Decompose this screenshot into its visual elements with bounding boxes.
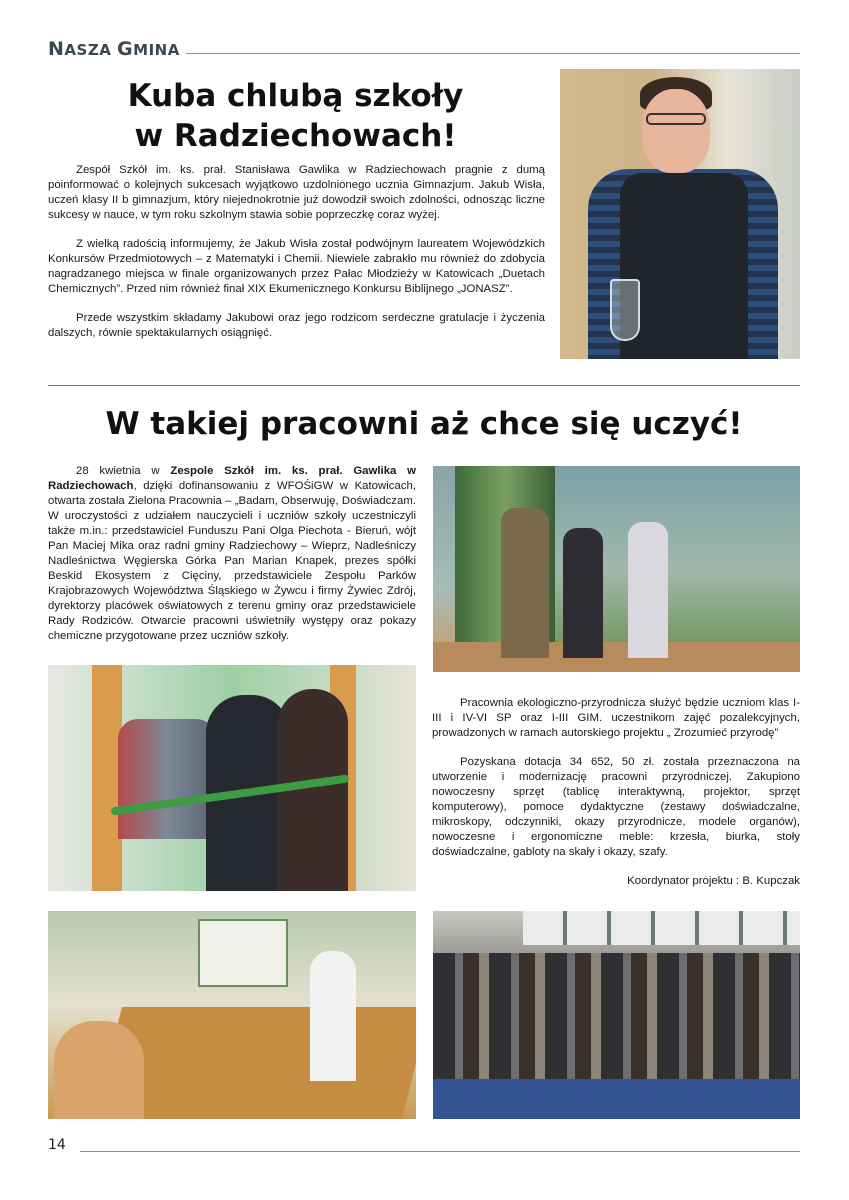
paragraph: Pracownia ekologiczno-przyrodnicza służyć będzie uczniom klas I- III i IV-VI SP oraz I-III GIM. uczestnikom zajęć pozalekcyjnych, prowadzonych w ramach autorskiego projektu „ Zrozumieć przyrodę” [432, 697, 800, 739]
photo-ribbon-cutting [48, 665, 416, 891]
article-2-body-left [48, 464, 416, 658]
article-1-title: Kuba chlubą szkoły w Radziechowach! [127, 78, 464, 154]
section-divider [48, 385, 800, 386]
page-header [48, 38, 800, 62]
paragraph: Zespół Szkół im. ks. prał. Stanisława Gawlika w Radziechowach pragnie z dumą poinformować o kolejnych sukcesach wyjątkowo uzdolnionego ucznia Gimnazjum. Jakub Wisła, uczeń klasy II b gimnazjum, który niejednokrotnie już dowodził swoich zdolności, odnosząc liczne sukcesy w nauce, w tym roku szkolnym stawia sobie poprzeczkę coraz wyżej. [48, 164, 545, 221]
photo-classroom-lab [48, 911, 416, 1119]
footer-rule [80, 1151, 800, 1152]
article-2-title: W takiej pracowni aż chce się uczyć! [105, 406, 743, 442]
signature: Koordynator projektu : B. Kupczak [627, 875, 800, 887]
paragraph: Przede wszystkim składamy Jakubowi oraz jego rodzicom serdeczne gratulacje i życzenia dalszych, równie spektakularnych osiągnięć. [48, 312, 545, 339]
page-number: 14 [48, 1137, 66, 1153]
photo-audience [433, 911, 800, 1119]
header-rule [186, 53, 800, 54]
photo-ceremony-speakers [433, 466, 800, 672]
photo-student-with-flask [560, 69, 800, 359]
article-2-body-right [432, 696, 800, 903]
article-1-body [48, 163, 545, 355]
paragraph: 28 kwietnia w Zespole Szkół im. ks. prał. Gawlika w Radziechowach, dzięki dofinansowaniu z WFOŚiGW w Katowicach, otwarta została Zielona Pracownia – „Badam, Obserwuję, Doświadczam. W uroczystości z udziałem nauczycieli i uczniów szkoły uczestniczyli także m.in.: przedstawiciel Funduszu Pani Olga Piechota - Bieruń, wójt Pan Maciej Mika oraz radni gminy Radziechowy – Wieprz, Nadleśniczy Nadleśnictwa Węgierska Górka Pan Marian Knapek, prezes spółki Beskid Ekosystem z Cięciny, przedstawiciele Zespołu Parków Krajobrazowych Województwa Śląskiego w Żywcu i firmy Żywiec Zdrój, dyrektorzy placówek oświatowych z terenu gminy oraz przedstawiciele Rady Rodziców. Otwarcie pracowni uświetniły występy oraz pokazy chemiczne przygotowane przez uczniów szkoły. [48, 465, 417, 642]
paragraph: Z wielką radością informujemy, że Jakub Wisła został podwójnym laureatem Wojewódzkich Konkursów Przedmiotowych – z Matematyki i Chemii. Niewiele zabrakło mu również do zdobycia nagradzanego miejsca w finale organizowanych przez Pałac Młodzieży w Katowicach „Duetach Chemicznych”. Przed nim również finał XIX Ekumenicznego Konkursu Biblijnego „JONASZ”. [48, 238, 545, 295]
magazine-name: NASZA GMINA [48, 38, 180, 60]
paragraph: Pozyskana dotacja 34 652, 50 zł. została przeznaczona na utworzenie i modernizację pracowni przyrodniczej. Zakupiono nowoczesny sprzęt (tablicę interaktywną, projektor, sprzęt komputerowy), pomoce dydaktyczne (zestawy doświadczalne, mikroskopy, odczynniki, okazy przyrodnicze, modele organów), nowoczesne i ergonomiczne meble: krzesła, biurka, stoły doświadczalne, gabloty na skały i okazy, szafy. [432, 756, 800, 858]
